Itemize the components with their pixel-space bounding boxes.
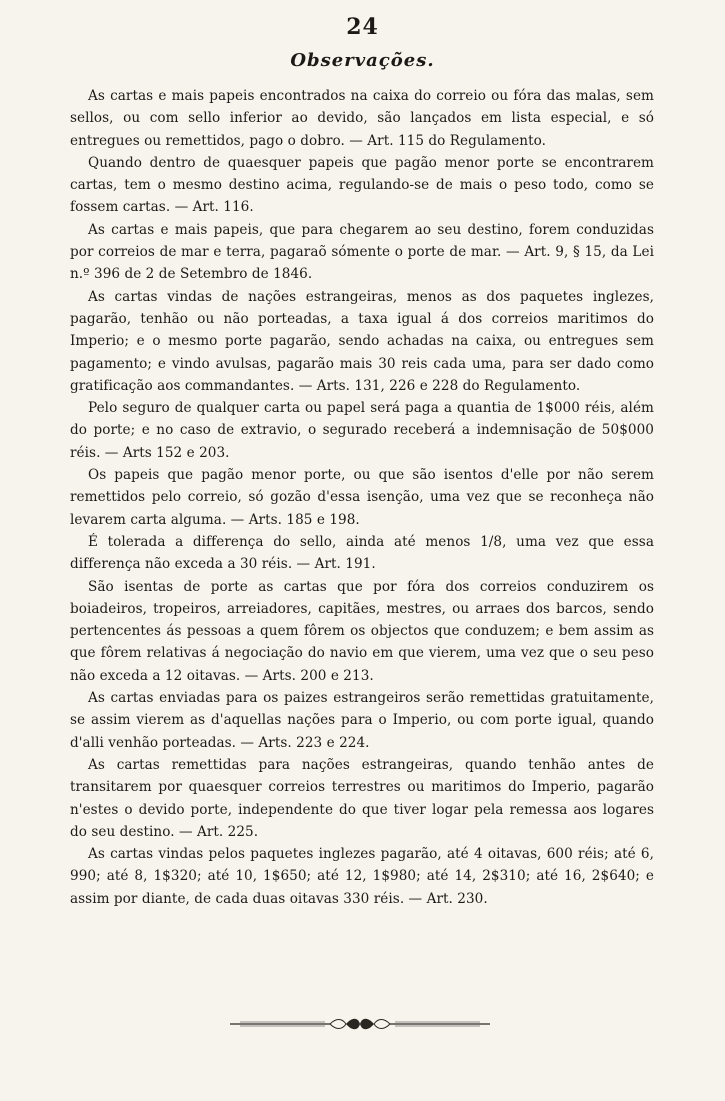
paragraph: As cartas vindas pelos paquetes inglezes pagarão, até 4 oitavas, 600 réis; até 6, 990; até 8, 1$320; até 10, 1$650; até 12, 1$980; até 14, 2$310; até 16, 2$640; e assim por diante, de cada duas oitavas 330 réis. — Art. 230. xyxy=(70,846,654,907)
paragraph: As cartas remettidas para nações estrangeiras, quando tenhão antes de transitarem por quaesquer correios terrestres ou maritimos do Imperio, pagarão n'estes o devido porte, independente do que tiver logar pela remessa aos logares do seu destino. — Art. 225. xyxy=(70,756,654,840)
paragraph: São isentas de porte as cartas que por fóra dos correios conduzirem os boiadeiros, tropeiros, arreiadores, capitães, mestres, ou arraes dos barcos, sendo pertencentes ás pessoas a quem fôrem os objectos que conduzem; e bem assim as que fôrem relativas á negociação do navio em que vierem, uma vez que o seu peso não exceda a 12 oitavas. — Arts. 200 e 213. xyxy=(70,578,654,684)
paragraph: As cartas e mais papeis encontrados na caixa do correio ou fóra das malas, sem sellos, ou com sello inferior ao devido, são lançados em lista especial, e só entregues ou remettidos, pago o dobro. — Art. 115 do Regulamento. xyxy=(70,88,654,149)
document-body xyxy=(70,85,654,910)
paragraph: É tolerada a differença do sello, ainda até menos 1/8, uma vez que essa differença não exceda a 30 réis. — Art. 191. xyxy=(70,533,654,573)
paragraph: As cartas e mais papeis, que para chegarem ao seu destino, forem conduzidas por correios de mar e terra, pagaraõ sómente o porte de mar. — Art. 9, § 15, da Lei n.º 396 de 2 de Setembro de 1846. xyxy=(70,221,654,283)
paragraph: Os papeis que pagão menor porte, ou que são isentos d'elle por não serem remettidos pelo correio, só gozão d'essa isenção, uma vez que se reconheça não levarem carta alguma. — Arts. 185 e 198. xyxy=(70,467,654,528)
section-title: Observações. xyxy=(290,50,435,71)
paragraph: Quando dentro de quaesquer papeis que pagão menor porte se encontrarem cartas, tem o mesmo destino acima, regulando-se de mais o peso todo, como se fossem cartas. — Art. 116. xyxy=(70,154,654,216)
paragraph: Pelo seguro de qualquer carta ou papel será paga a quantia de 1$000 réis, além do porte; e no caso de extravio, o segurado receberá a indemnisação de 50$000 réis. — Arts 152 e 203. xyxy=(70,400,654,461)
page-number: 24 xyxy=(346,14,379,40)
ornamental-divider xyxy=(230,1017,490,1031)
paragraph: As cartas vindas de nações estrangeiras, menos as dos paquetes inglezes, pagarão, tenhão ou não porteadas, a taxa igual á dos correios maritimos do Imperio; e o mesmo porte pagarão, sendo achadas na caixa, ou entregues sem pagamento; e vindo avulsas, pagarão mais 30 reis cada uma, para ser dado como gratificação aos commandantes. — Arts. 131, 226 e 228 do Regulamento. xyxy=(70,288,654,394)
paragraph: As cartas enviadas para os paizes estrangeiros serão remettidas gratuitamente, se assim vierem as d'aquellas nações para o Imperio, ou com porte igual, quando d'alli venhão porteadas. — Arts. 223 e 224. xyxy=(70,690,654,751)
